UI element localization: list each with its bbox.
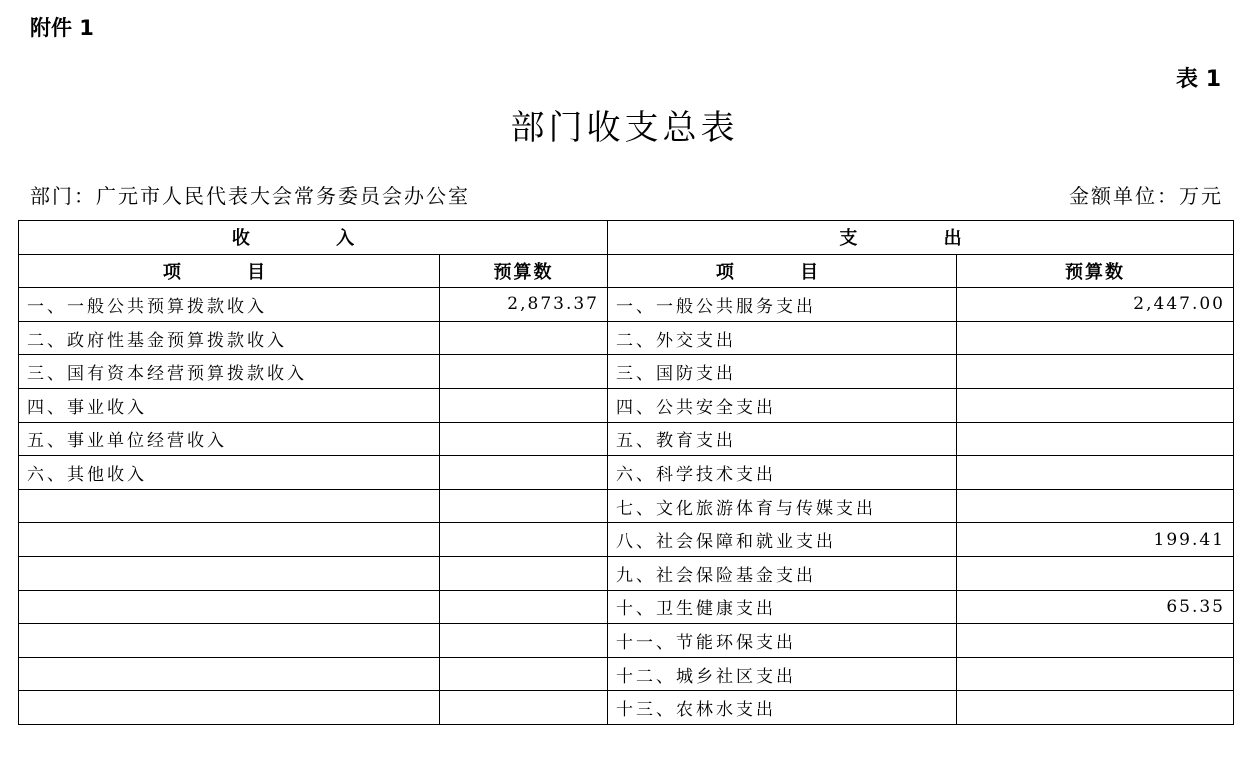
table-row <box>19 657 1234 691</box>
expense-item: 五、教育支出 <box>608 422 957 456</box>
table-row <box>19 691 1234 725</box>
unit-label: 金额单位：万元 <box>1069 184 1223 208</box>
page-title: 部门收支总表 <box>510 108 739 148</box>
table-body <box>19 288 1234 725</box>
expense-amount <box>957 456 1234 490</box>
income-item: 六、其他收入 <box>19 456 440 490</box>
income-amount <box>440 691 608 725</box>
income-item <box>19 489 440 523</box>
table-row <box>19 422 1234 456</box>
expense-amount <box>957 489 1234 523</box>
income-item <box>19 691 440 725</box>
expense-header: 支 出 <box>608 221 1234 255</box>
expense-item: 十二、城乡社区支出 <box>608 657 957 691</box>
expense-amount <box>957 422 1234 456</box>
table-row <box>19 321 1234 355</box>
income-amount <box>440 321 608 355</box>
expense-item: 一、一般公共服务支出 <box>608 288 957 322</box>
income-item: 一、一般公共预算拨款收入 <box>19 288 440 322</box>
budget-table <box>18 220 1234 725</box>
expense-amount: 199.41 <box>957 523 1234 557</box>
income-item <box>19 523 440 557</box>
expense-item: 六、科学技术支出 <box>608 456 957 490</box>
table-row <box>19 523 1234 557</box>
expense-item: 十一、节能环保支出 <box>608 624 957 658</box>
expense-amount <box>957 388 1234 422</box>
department-label: 部门：广元市人民代表大会常务委员会办公室 <box>30 184 470 208</box>
expense-amount <box>957 355 1234 389</box>
income-amount <box>440 556 608 590</box>
attachment-label: 附件 1 <box>30 16 94 40</box>
expense-amount <box>957 556 1234 590</box>
income-amount <box>440 355 608 389</box>
expense-item: 十三、农林水支出 <box>608 691 957 725</box>
expense-amount <box>957 624 1234 658</box>
income-amount <box>440 590 608 624</box>
income-amount <box>440 523 608 557</box>
income-amount <box>440 657 608 691</box>
income-item <box>19 556 440 590</box>
expense-item: 十、卫生健康支出 <box>608 590 957 624</box>
table-row <box>19 355 1234 389</box>
table-number: 表 1 <box>1176 67 1221 92</box>
income-item: 五、事业单位经营收入 <box>19 422 440 456</box>
income-amount <box>440 422 608 456</box>
income-amount <box>440 489 608 523</box>
expense-amount <box>957 321 1234 355</box>
expense-amount: 65.35 <box>957 590 1234 624</box>
expense-amount <box>957 691 1234 725</box>
table-row <box>19 489 1234 523</box>
table-row <box>19 388 1234 422</box>
income-amount <box>440 388 608 422</box>
group-header-row <box>19 221 1234 255</box>
table-row <box>19 624 1234 658</box>
expense-item: 四、公共安全支出 <box>608 388 957 422</box>
expense-budget-column-header: 预算数 <box>957 254 1234 288</box>
income-budget-column-header: 预算数 <box>440 254 608 288</box>
table-row <box>19 556 1234 590</box>
income-item: 三、国有资本经营预算拨款收入 <box>19 355 440 389</box>
income-amount: 2,873.37 <box>440 288 608 322</box>
expense-item: 八、社会保障和就业支出 <box>608 523 957 557</box>
income-amount <box>440 456 608 490</box>
income-item <box>19 590 440 624</box>
income-item: 二、政府性基金预算拨款收入 <box>19 321 440 355</box>
table-row <box>19 456 1234 490</box>
expense-item: 九、社会保险基金支出 <box>608 556 957 590</box>
income-item-column-header: 项 目 <box>19 254 440 288</box>
expense-item: 七、文化旅游体育与传媒支出 <box>608 489 957 523</box>
expense-item: 三、国防支出 <box>608 355 957 389</box>
expense-amount: 2,447.00 <box>957 288 1234 322</box>
table-row <box>19 288 1234 322</box>
column-header-row <box>19 254 1234 288</box>
income-item: 四、事业收入 <box>19 388 440 422</box>
expense-item-column-header: 项 目 <box>608 254 957 288</box>
income-amount <box>440 624 608 658</box>
table-row <box>19 590 1234 624</box>
expense-item: 二、外交支出 <box>608 321 957 355</box>
income-item <box>19 624 440 658</box>
income-item <box>19 657 440 691</box>
income-header: 收 入 <box>19 221 608 255</box>
expense-amount <box>957 657 1234 691</box>
